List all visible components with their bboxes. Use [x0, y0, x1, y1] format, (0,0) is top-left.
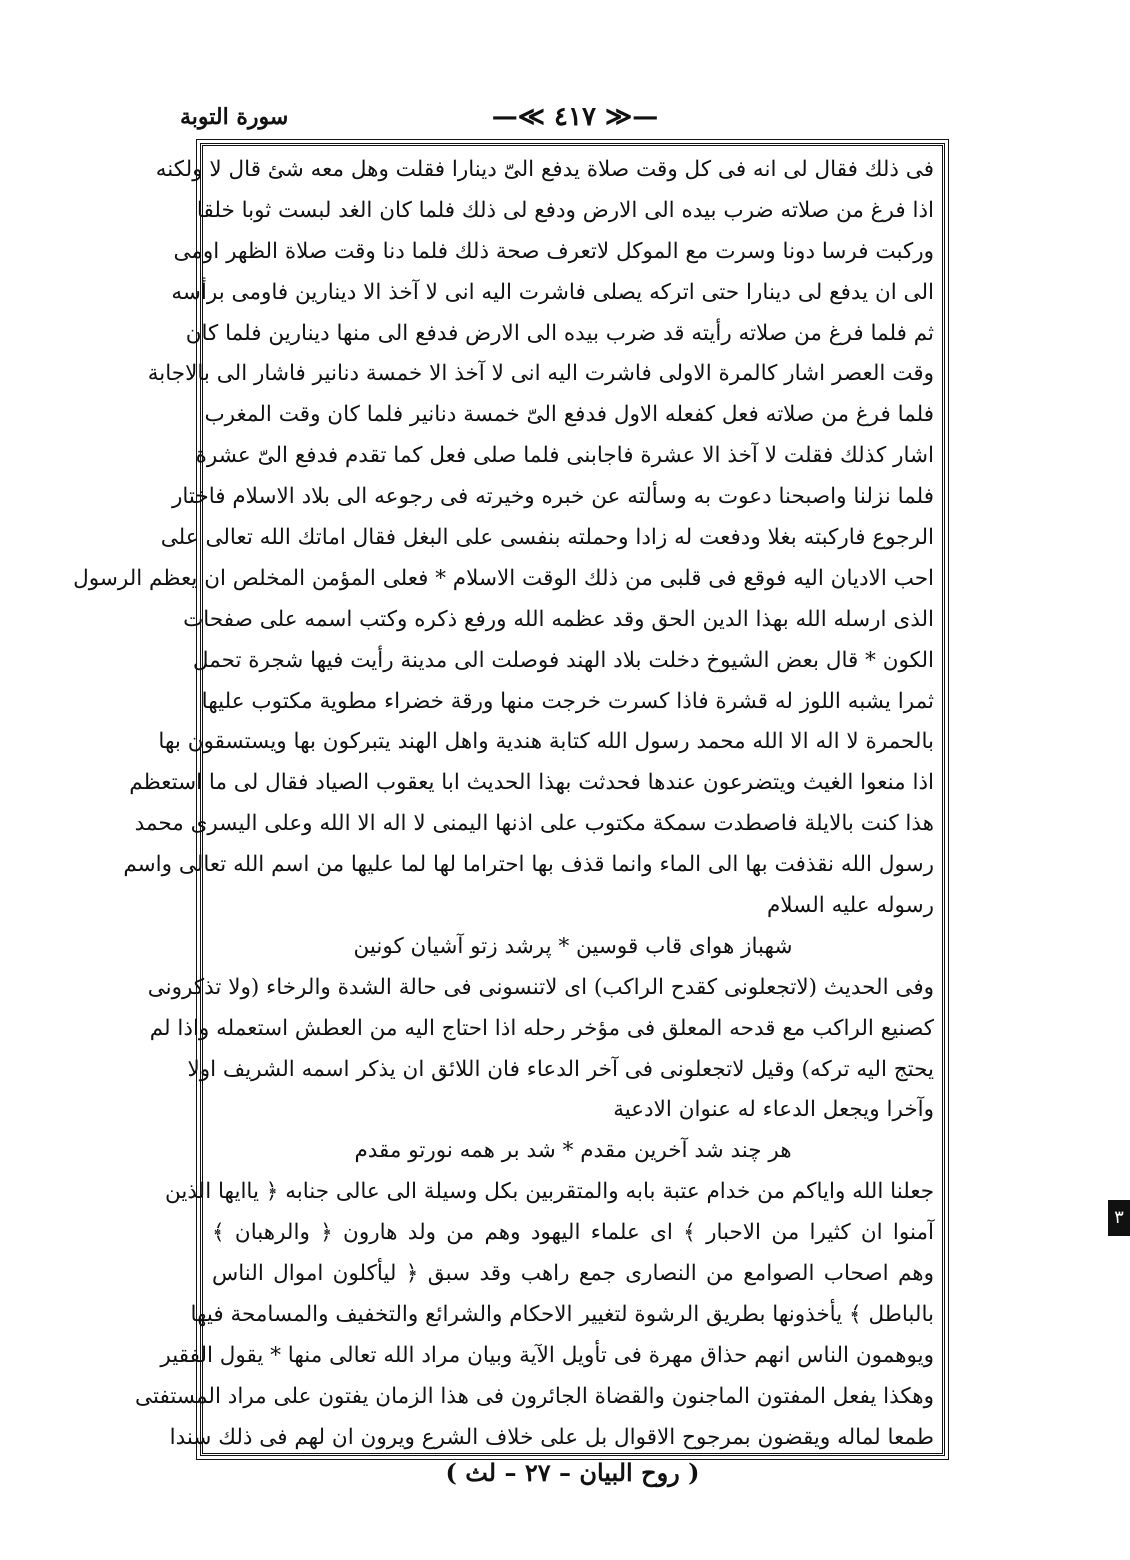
text-line: احب الاديان اليه فوقع فى قلبى من ذلك الوقت الاسلام * فعلى المؤمن المخلص ان يعظم الرسول [73, 565, 934, 591]
volume-tab-marker: ٣ [1108, 1200, 1130, 1236]
text-line: بالحمرة لا اله الا الله محمد رسول الله كتابة هندية واهل الهند يتبركون بها ويستسقون بها [158, 729, 934, 755]
text-line: يحتج اليه تركه) وقيل لاتجعلونى فى آخر الدعاء فان اللائق ان يذكر اسمه الشريف اولا [187, 1056, 934, 1082]
text-line: كصنيع الراكب مع قدحه المعلق فى مؤخر رحله اذا احتاج اليه من العطش استعمله واذا لم [149, 1015, 934, 1041]
text-line: وهم اصحاب الصوامع من النصارى جمع راهب وقد سبق ﴿ ليأكلون اموال الناس [212, 1261, 934, 1287]
text-line: ويوهمون الناس انهم حذاق مهرة فى تأويل الآية وبيان مراد الله تعالى منها * يقول الفقير [160, 1342, 934, 1368]
text-line: هذا كنت بالايلة فاصطدت سمكة مكتوب على اذنها اليمنى لا اله الا الله وعلى اليسرى محمد [134, 811, 934, 837]
text-line: وآخرا ويجعل الدعاء له عنوان الادعية [613, 1097, 934, 1123]
text-line: جعلنا الله واياكم من خدام عتبة بابه والمتقربين بكل وسيلة الى عالى جنابه ﴿ ياايها الذين [165, 1179, 934, 1205]
text-line: آمنوا ان كثيرا من الاحبار ﴾ اى علماء اليهود وهم من ولد هارون ﴿ والرهبان ﴾ [212, 1220, 934, 1246]
surah-title: سورة التوبة [180, 104, 289, 130]
text-line: طمعا لماله ويقضون بمرجوح الاقوال بل على خلاف الشرع ويرون ان لهم فى ذلك سندا [169, 1424, 934, 1450]
text-line: فلما نزلنا واصبحنا دعوت به وسألته عن خبره وخيرته فى رجوعه الى بلاد الاسلام فاختار [171, 484, 934, 510]
text-line: اشار كذلك فقلت لا آخذ الا عشرة فاجابنى فلما صلى فعل كما تقدم فدفع الىّ عشرة [195, 443, 934, 469]
text-line: اذا فرغ من صلاته ضرب بيده الى الارض ودفع لى ذلك فلما كان الغد لبست ثوبا خلقا [196, 197, 934, 223]
text-line: الذى ارسله الله بهذا الدين الحق وقد عظمه الله ورفع ذكره وكتب اسمه على صفحات [183, 606, 934, 632]
text-line: وقت العصر اشار كالمرة الاولى فاشرت اليه انى لا آخذ الا خمسة دنانير فاشار الى بالاجابة [147, 361, 934, 387]
page-number: —≪ ٤١٧ ≫— [491, 102, 659, 132]
text-line: ثمرا يشبه اللوز له قشرة فاذا كسرت خرجت منها ورقة خضراء مطوية مكتوب عليها [201, 688, 934, 714]
poetry-verse: هر چند شد آخرين مقدم * شد بر همه نورتو مقدم [354, 1138, 792, 1164]
text-line: رسوله عليه السلام [766, 893, 934, 919]
body-text [73, 150, 934, 1459]
text-line: الرجوع فاركبته بغلا ودفعت له زادا وحملته بنفسى على البغل فقال اماتك الله تعالى على [160, 525, 934, 551]
text-line: الى ان يدفع لى دينارا حتى اتركه يصلى فاشرت اليه انى لا آخذ الا دينارين فاومى برأسه [171, 279, 934, 305]
poetry-verse: شهباز هواى قاب قوسين * پرشد زتو آشيان كونين [353, 933, 793, 959]
text-line: وهكذا يفعل المفتون الماجنون والقضاة الجائرون فى هذا الزمان يفتون على مراد المستفتى [135, 1383, 934, 1409]
text-line: فلما فرغ من صلاته فعل كفعله الاول فدفع الىّ خمسة دنانير فلما كان وقت المغرب [204, 402, 934, 428]
text-line: فى ذلك فقال لى انه فى كل وقت صلاة يدفع الىّ دينارا فقلت وهل معه شئ قال لا ولكنه [155, 157, 934, 182]
text-line: ثم فلما فرغ من صلاته رأيته قد ضرب بيده الى الارض فدفع الى منها دينارين فلما كان [185, 320, 934, 346]
text-line: وركبت فرسا دونا وسرت مع الموكل لاتعرف صحة ذلك فلما دنا وقت صلاة الظهر اومى [173, 238, 934, 264]
text-line: بالباطل ﴾ يأخذونها بطريق الرشوة لتغيير الاحكام والشرائع والتخفيف والمسامحة فيها [190, 1301, 934, 1327]
text-line: رسول الله نقذفت بها الى الماء وانما قذف بها احتراما لها لما عليها من اسم الله تعالى واسم [123, 852, 934, 878]
page-header [180, 100, 970, 136]
text-line: وفى الحديث (لاتجعلونى كقدح الراكب) اى لاتنسونى فى حالة الشدة والرخاء (ولا تذكرونى [147, 974, 934, 1000]
text-line: الكون * قال بعض الشيوخ دخلت بلاد الهند فوصلت الى مدينة رأيت فيها شجرة تحمل [192, 647, 934, 673]
text-line: اذا منعوا الغيث ويتضرعون عندها فحدثت بهذا الحديث ابا يعقوب الصياد فقال لى ما استعظم [129, 770, 934, 796]
page-footer: ( روح البيان – ٢٧ – لث ) [445, 1458, 700, 1487]
